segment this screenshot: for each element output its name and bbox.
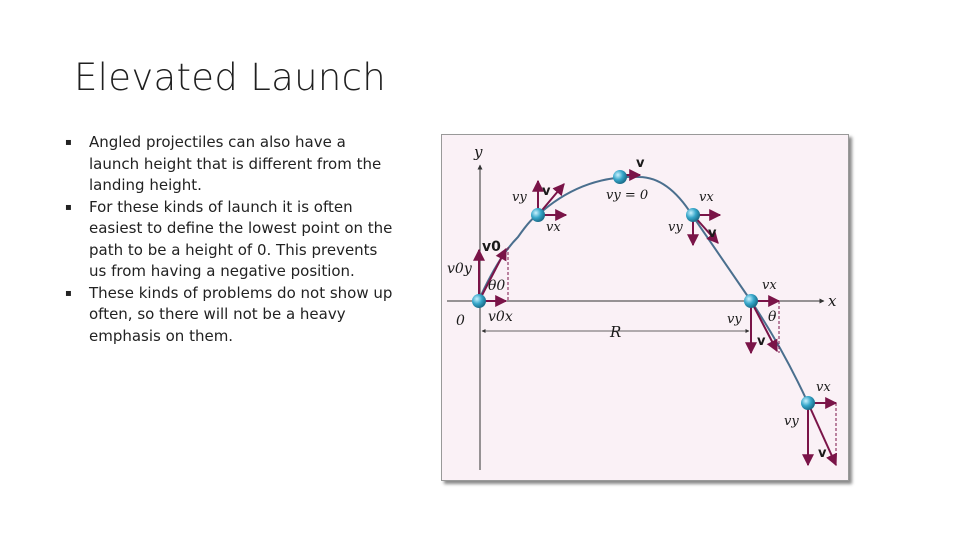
theta0-label: θ0 [488,278,506,294]
ball-below-launch [801,396,815,410]
bullet-item [62,132,397,197]
trajectory-path [478,177,808,403]
ball-descending [686,208,700,222]
ball-landing-level [744,294,758,308]
origin-label: 0 [456,313,465,329]
bullet-marker: ▪ [65,201,72,213]
bullet-text: Angled projectiles can also have a launch height that is different from the landing height. [89,133,382,194]
vx-label-a: vx [546,220,561,235]
vx-label-d: vx [762,278,777,293]
vy-label-a: vy [512,190,527,205]
v0-label: v0 [482,239,501,255]
y-axis-label: y [474,143,483,161]
range-label: R [610,323,622,341]
ball-rising [531,208,545,222]
bullet-marker: ▪ [65,137,72,148]
vx-label-e: vx [816,380,831,395]
bullet-item [62,283,397,348]
bullet-marker: ▪ [65,287,72,299]
v-label-top: v [636,156,645,171]
x-axis-label: x [828,292,837,310]
v-label-d: v [757,334,766,349]
projectile-diagram-svg [442,135,848,480]
v-label-a: v [542,184,551,199]
vy-label-d: vy [727,312,742,327]
v0y-label: v0y [447,261,472,277]
bullet-text: These kinds of problems do not show up often, so there will not be a heavy emphasis on them. [89,283,393,345]
vy-zero-label: vy = 0 [606,188,649,203]
vx-label-c: vx [699,190,714,205]
bullet-item [62,197,397,283]
v-label-c: v [708,226,717,241]
bullet-list [62,132,397,347]
ball-launch [472,294,486,308]
v0x-label: v0x [488,309,513,325]
theta-label-d: θ [768,309,777,325]
bullet-text: For these kinds of launch it is often easiest to define the lowest point on the path to be a height of 0. This prevents us from having a negative position. [89,197,393,280]
vy-label-c: vy [668,220,683,235]
slide-title: Elevated Launch [74,56,386,99]
projectile-diagram [441,134,849,481]
ball-apex [613,170,627,184]
v-label-e: v [818,446,827,461]
vy-label-e: vy [784,414,799,429]
